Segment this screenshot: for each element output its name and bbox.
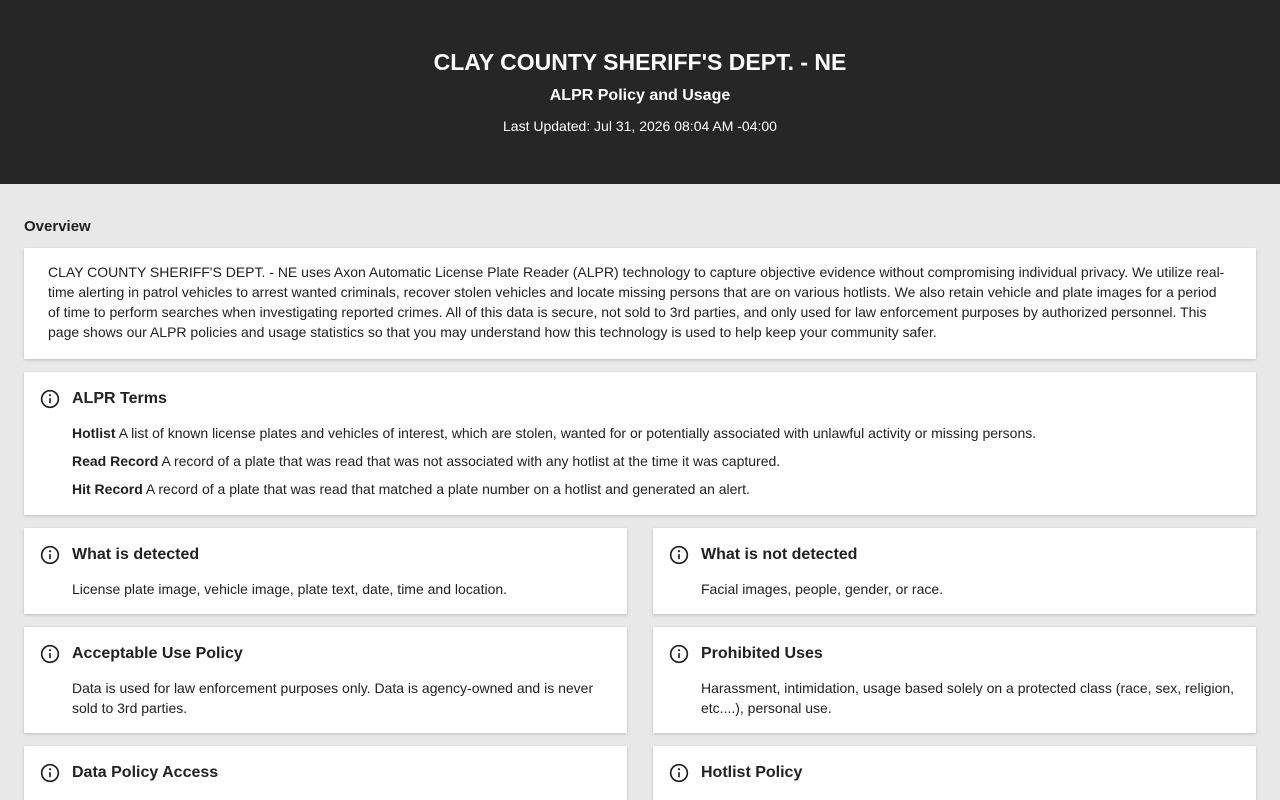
card-text: Harassment, intimidation, usage based solely on a protected class (race, sex, religion, etc....), personal use.	[701, 680, 1235, 716]
info-icon	[669, 644, 689, 664]
info-icon	[40, 545, 60, 565]
card-title: Hotlist Policy	[701, 764, 803, 781]
what-is-not-detected-card	[653, 528, 1256, 614]
card-text: Facial images, people, gender, or race.	[701, 581, 944, 597]
card-title: What is detected	[72, 546, 200, 563]
term-hotlist	[72, 423, 1240, 443]
card-title: What is not detected	[701, 546, 858, 563]
agency-title: CLAY COUNTY SHERIFF'S DEPT. - NE	[433, 49, 847, 75]
page-subtitle: ALPR Policy and Usage	[549, 87, 731, 104]
term-name: Hit Record	[72, 481, 143, 497]
main-content	[0, 184, 1280, 800]
info-icon	[40, 389, 60, 409]
info-icon	[669, 545, 689, 565]
card-text: License plate image, vehicle image, plate text, date, time and location.	[72, 581, 508, 597]
term-name: Hotlist	[72, 425, 116, 441]
term-definition: A list of known license plates and vehicles of interest, which are stolen, wanted for or potentially associated with unlawful activity or missing persons.	[118, 425, 1037, 441]
acceptable-use-card	[24, 627, 627, 733]
overview-heading: Overview	[24, 218, 91, 235]
card-text: Data is used for law enforcement purposes only. Data is agency-owned and is never sold to 3rd parties.	[72, 680, 594, 716]
term-read-record	[72, 451, 1240, 471]
hotlist-policy-card	[653, 746, 1256, 800]
data-policy-access-card	[24, 746, 627, 800]
policy-grid	[24, 528, 1256, 800]
term-definition: A record of a plate that was read that was not associated with any hotlist at the time it was captured.	[161, 453, 781, 469]
card-title: Data Policy Access	[72, 764, 219, 781]
alpr-terms-title: ALPR Terms	[72, 390, 167, 407]
term-definition: A record of a plate that was read that matched a plate number on a hotlist and generated an alert.	[145, 481, 750, 497]
card-title: Acceptable Use Policy	[72, 645, 243, 662]
prohibited-uses-card	[653, 627, 1256, 733]
term-name: Read Record	[72, 453, 159, 469]
info-icon	[40, 763, 60, 783]
alpr-terms-card	[24, 372, 1256, 515]
info-icon	[669, 763, 689, 783]
overview-text: CLAY COUNTY SHERIFF'S DEPT. - NE uses Axon Automatic License Plate Reader (ALPR) technology to capture objective evidence without compromising individual privacy. We utilize real-time alerting in patrol vehicles to arrest wanted criminals, recover stolen vehicles and locate missing persons that are on various hotlists. We also retain vehicle and plate images for a period of time to perform searches when investigating reported crimes. All of this data is secure, not sold to 3rd parties, and only used for law enforcement purposes by authorized personnel. This page shows our ALPR policies and usage statistics so that you may understand how this technology is used to help keep your community safer.	[48, 264, 1225, 340]
info-icon	[40, 644, 60, 664]
card-title: Prohibited Uses	[701, 645, 823, 662]
last-updated: Last Updated: Jul 31, 2026 08:04 AM -04:00	[503, 118, 777, 134]
page-header	[0, 0, 1280, 184]
term-hit-record	[72, 479, 1240, 499]
what-is-detected-card	[24, 528, 627, 614]
overview-card	[24, 248, 1256, 359]
